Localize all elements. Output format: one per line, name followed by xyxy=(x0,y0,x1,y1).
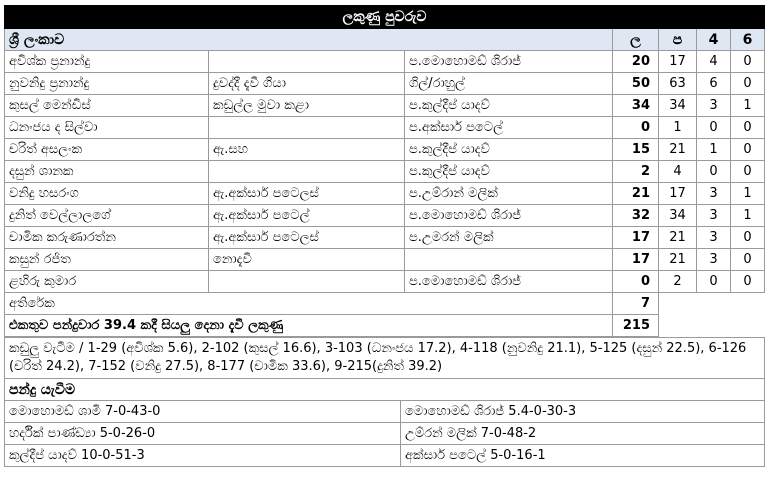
runs: 15 xyxy=(613,139,659,161)
batsman-row xyxy=(5,271,765,293)
fours: 3 xyxy=(697,183,731,205)
balls: 34 xyxy=(659,205,697,227)
fall-of-wickets: කඩුලු වැටීම / 1-29 (අවිශ්ක 5.6), 2-102 (කුසල් 16.6), 3-103 (ධනංජය 17.2), 4-118 (නුවනිදු 21.1), 5-125 (දසුන් 22.5), 6-126 (චරිත් 24.2), 7-152 (වනිදු 27.5), 8-177 (චාමික 33.6), 9-215(දුනිත් 39.2) xyxy=(5,338,765,379)
batsman-name: දසුන් ශානක xyxy=(5,161,209,183)
bowler: ප.කුල්දීප් යාදව් xyxy=(405,139,613,161)
bowler: ප.උම්රාන් මලික් xyxy=(405,183,613,205)
balls: 34 xyxy=(659,95,697,117)
batsman-name: චරිත් අසලංක xyxy=(5,139,209,161)
fours: 1 xyxy=(697,139,731,161)
sixes: 1 xyxy=(731,205,765,227)
extras-label: අතිරේක xyxy=(5,293,613,315)
batsman-name: කුසල් මෙන්ඩිස් xyxy=(5,95,209,117)
balls: 1 xyxy=(659,117,697,139)
extras-value: 7 xyxy=(613,293,659,315)
batsman-row xyxy=(5,51,765,73)
balls: 17 xyxy=(659,51,697,73)
fours: 3 xyxy=(697,95,731,117)
runs: 32 xyxy=(613,205,659,227)
sixes: 0 xyxy=(731,51,765,73)
total-value: 215 xyxy=(613,315,659,337)
balls: 21 xyxy=(659,249,697,271)
bowler: ප.මොහොමඩ් ශිරාජ් xyxy=(405,51,613,73)
bowling-row xyxy=(5,401,765,423)
bowler-figures: හර්දික් පාණ්ඩ්‍යා 5-0-26-0 xyxy=(5,423,401,445)
bowler: ප.මොහොමඩ් ශිරාජ් xyxy=(405,271,613,293)
dismissal: ඇ.අක්සාර් පටෙලස් xyxy=(209,227,405,249)
bowler: ප.මොහොමඩ් ශිරාජ් xyxy=(405,205,613,227)
fours: 0 xyxy=(697,271,731,293)
scorecard xyxy=(4,5,764,467)
fours: 3 xyxy=(697,205,731,227)
balls: 21 xyxy=(659,139,697,161)
sixes: 0 xyxy=(731,73,765,95)
sixes: 0 xyxy=(731,117,765,139)
runs: 17 xyxy=(613,249,659,271)
col-sixes: 6 xyxy=(731,29,765,51)
bowler: ගිල්/රාහුල් xyxy=(405,73,613,95)
batsman-name: ධනංජය ද සිල්වා xyxy=(5,117,209,139)
batsman-row xyxy=(5,117,765,139)
batsman-name: ළහිරු කුමාර xyxy=(5,271,209,293)
col-runs: ල xyxy=(613,29,659,51)
balls: 4 xyxy=(659,161,697,183)
bowling-row xyxy=(5,423,765,445)
runs: 20 xyxy=(613,51,659,73)
sixes: 1 xyxy=(731,95,765,117)
fours: 0 xyxy=(697,161,731,183)
col-fours: 4 xyxy=(697,29,731,51)
bowler: ප.අක්සාර් පටෙල් xyxy=(405,117,613,139)
bowler xyxy=(405,249,613,271)
bowler-figures: උම්රන් මලික් 7-0-48-2 xyxy=(401,423,765,445)
bowler-figures: අක්සාර් පටෙල් 5-0-16-1 xyxy=(401,445,765,467)
sixes: 0 xyxy=(731,139,765,161)
bowler: ප.කුල්දීප් යාදව් xyxy=(405,95,613,117)
batsman-name: කසුන් රජිත xyxy=(5,249,209,271)
bowling-row xyxy=(5,445,765,467)
dismissal xyxy=(209,271,405,293)
dismissal: ඇ.අක්සාර් පටෙල් xyxy=(209,205,405,227)
runs: 0 xyxy=(613,271,659,293)
dismissal xyxy=(209,117,405,139)
runs: 0 xyxy=(613,117,659,139)
runs: 2 xyxy=(613,161,659,183)
bowler-figures: මොහොමඩ් ශාමි 7-0-43-0 xyxy=(5,401,401,423)
runs: 17 xyxy=(613,227,659,249)
batsman-row xyxy=(5,73,765,95)
batsman-row xyxy=(5,139,765,161)
header-row xyxy=(5,29,765,51)
bowler: ප.කුල්දීප් යාදව් xyxy=(405,161,613,183)
col-balls: ප xyxy=(659,29,697,51)
dismissal xyxy=(209,161,405,183)
sixes: 0 xyxy=(731,227,765,249)
batsman-name: නුවනිදු ප්‍රනාන්දු xyxy=(5,73,209,95)
total-label: එකතුව පන්දුවාර 39.4 කදී සියලු දෙනා දැවී ලකුණු xyxy=(5,315,613,337)
dismissal xyxy=(209,51,405,73)
balls: 17 xyxy=(659,183,697,205)
runs: 34 xyxy=(613,95,659,117)
sixes: 0 xyxy=(731,271,765,293)
fours: 4 xyxy=(697,51,731,73)
sixes: 0 xyxy=(731,161,765,183)
bowler-figures: කුල්දීප් යාදව් 10-0-51-3 xyxy=(5,445,401,467)
batsman-row xyxy=(5,161,765,183)
bowling-title: පන්දු යැවීම xyxy=(5,379,765,401)
team-name: ශ්‍රී ලංකාව xyxy=(5,29,613,51)
batsman-row xyxy=(5,95,765,117)
batsman-name: අවිශ්ක ප්‍රනාන්දු xyxy=(5,51,209,73)
sixes: 0 xyxy=(731,249,765,271)
total-row xyxy=(5,315,765,337)
batsman-name: දුනිත් වෙල්ලාලගේ xyxy=(5,205,209,227)
batsman-row xyxy=(5,249,765,271)
scorecard-table xyxy=(4,5,765,337)
fours: 0 xyxy=(697,117,731,139)
extras-row xyxy=(5,293,765,315)
batsman-row xyxy=(5,205,765,227)
dismissal: ඇ.සහ xyxy=(209,139,405,161)
bowler: ප.උමරන් මලික් xyxy=(405,227,613,249)
batsman-name: චාමික කරුණාරත්න xyxy=(5,227,209,249)
dismissal: කඩුල්ල මුවා කළා xyxy=(209,95,405,117)
dismissal: දුවද්දී දැවී ගියා xyxy=(209,73,405,95)
scorecard-title: ලකුණු පුවරුව xyxy=(5,6,765,29)
fours: 6 xyxy=(697,73,731,95)
sixes: 1 xyxy=(731,183,765,205)
fours: 3 xyxy=(697,249,731,271)
dismissal: ඇ.අක්සාර් පටෙලස් xyxy=(209,183,405,205)
batsman-name: වනිදු හසරංග xyxy=(5,183,209,205)
batsman-row xyxy=(5,227,765,249)
runs: 50 xyxy=(613,73,659,95)
balls: 2 xyxy=(659,271,697,293)
balls: 63 xyxy=(659,73,697,95)
fours: 3 xyxy=(697,227,731,249)
batsman-row xyxy=(5,183,765,205)
bowler-figures: මොහොමඩ් ශිරාජ් 5.4-0-30-3 xyxy=(401,401,765,423)
balls: 21 xyxy=(659,227,697,249)
runs: 21 xyxy=(613,183,659,205)
dismissal: නොදැවී xyxy=(209,249,405,271)
